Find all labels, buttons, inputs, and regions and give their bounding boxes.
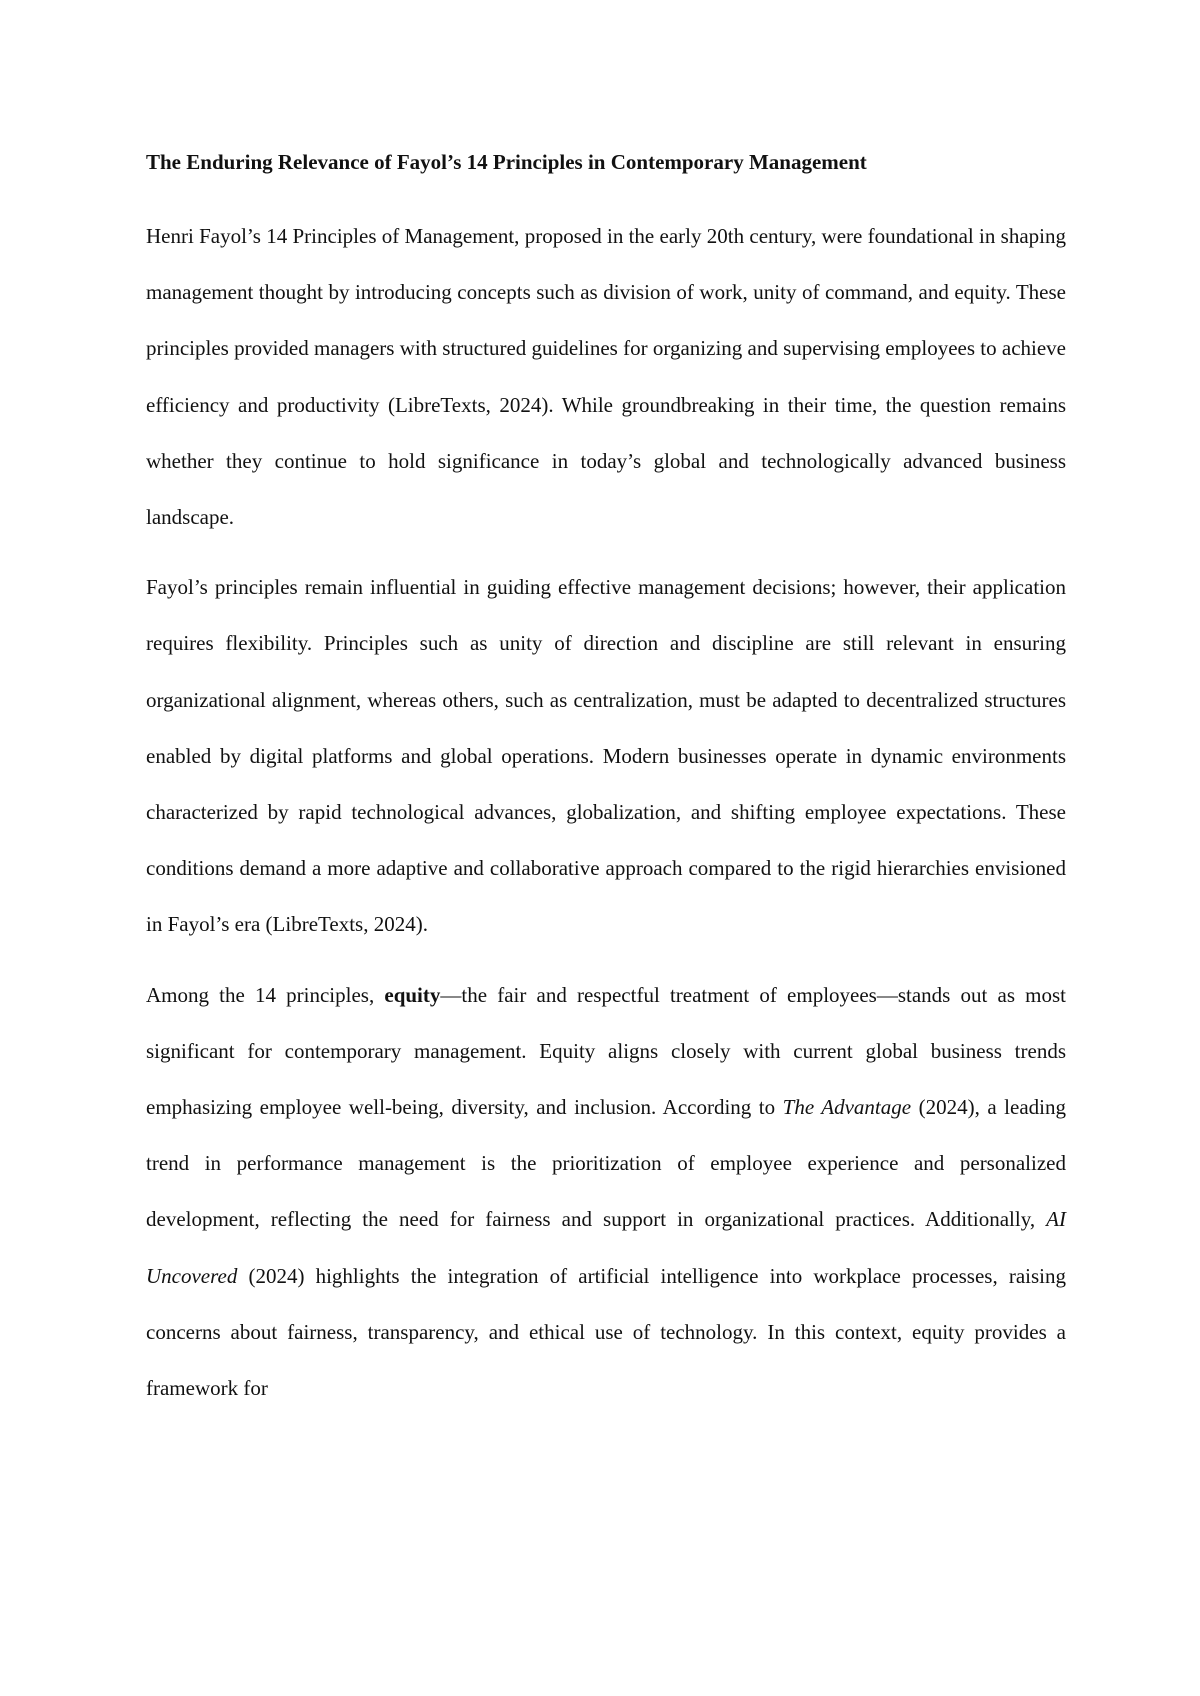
paragraph-1: Henri Fayol’s 14 Principles of Management, proposed in the early 20th century, were foundational in shaping management thought by introducing concepts such as division of work, unity of command, and equity. These principles provided managers with structured guidelines for organizing and supervising employees to achieve efficiency and productivity (LibreTexts, 2024). While groundbreaking in their time, the question remains whether they continue to hold significance in today’s global and technologically advanced business landscape.: [146, 224, 1066, 530]
equity-term: equity: [384, 982, 441, 1007]
paragraph-3-text-2: —the fair and respectful treatment of employees—stands out as most significant for contemporary management. Equity aligns closely with current global business trends emphasizing employee well-being, diversity, and inclusion. According to: [146, 982, 1067, 1120]
source-ai-uncovered: AI Uncovered: [146, 1207, 1066, 1288]
source-the-advantage: The Advantage: [782, 1095, 912, 1120]
paragraph-3: [146, 967, 1066, 1417]
paragraph-3-text-1: Among the 14 principles,: [146, 982, 385, 1007]
document-title: The Enduring Relevance of Fayol’s 14 Principles in Contemporary Management: [146, 150, 867, 174]
document-body: [146, 142, 1066, 1430]
paragraph-3-text-4: (2024) highlights the integration of artificial intelligence into workplace processes, raising concerns about fairness, transparency, and ethical use of technology. In this context, equity provides a framework for: [146, 1263, 1066, 1401]
paragraph-2: Fayol’s principles remain influential in guiding effective management decisions; however, their application requires flexibility. Principles such as unity of direction and discipline are still relevant in ensuring organizational alignment, whereas others, such as centralization, must be adapted to decentralized structures enabled by digital platforms and global operations. Modern businesses operate in dynamic environments characterized by rapid technological advances, globalization, and shifting employee expectations. These conditions demand a more adaptive and collaborative approach compared to the rigid hierarchies envisioned in Fayol’s era (LibreTexts, 2024).: [146, 575, 1066, 937]
paragraph-3-text-3: (2024), a leading trend in performance management is the prioritization of employee experience and personalized development, reflecting the need for fairness and support in organizational practices. Additionally,: [146, 1095, 1066, 1232]
